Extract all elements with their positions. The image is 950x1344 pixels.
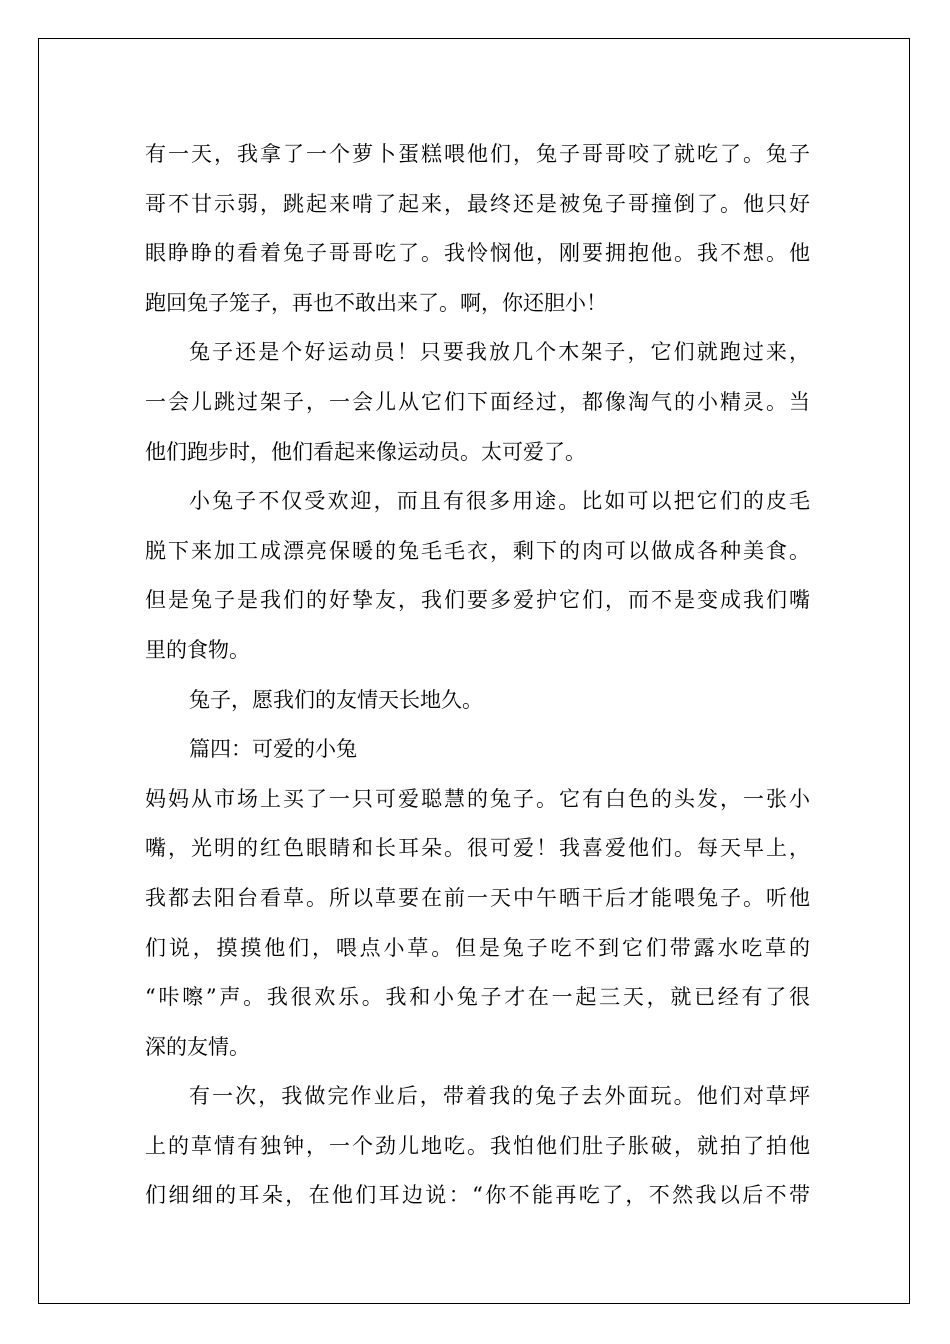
text-line: 上的草情有独钟，一个劲儿地吃。我怕他们肚子胀破，就拍了拍他 — [145, 1133, 810, 1158]
text-line: “咔嚓”声。我很欢乐。我和小兔子才在一起三天，就已经有了很 — [145, 985, 810, 1010]
text-line: 我都去阳台看草。所以草要在前一天中午晒干后才能喂兔子。听他 — [145, 885, 810, 910]
text-line: 但是兔子是我们的好挚友，我们要多爱护它们，而不是变成我们嘴 — [145, 588, 810, 613]
text-line: 里的食物。 — [145, 637, 250, 662]
text-line: 小兔子不仅受欢迎，而且有很多用途。比如可以把它们的皮毛 — [189, 489, 810, 514]
section-heading: 篇四：可爱的小兔 — [189, 737, 357, 762]
text-line: 有一天，我拿了一个萝卜蛋糕喂他们，兔子哥哥咬了就吃了。兔子 — [145, 142, 810, 166]
document-body — [145, 130, 810, 1221]
text-line: 嘴，光明的红色眼睛和长耳朵。很可爱！我喜爱他们。每天早上， — [145, 836, 810, 861]
text-line: 他们跑步时，他们看起来像运动员。太可爱了。 — [145, 439, 586, 464]
text-line: 脱下来加工成漂亮保暖的兔毛毛衣，剩下的肉可以做成各种美食。 — [145, 538, 810, 563]
text-line: 兔子还是个好运动员！只要我放几个木架子，它们就跑过来， — [189, 340, 810, 365]
text-line: 妈妈从市场上买了一只可爱聪慧的兔子。它有白色的头发，一张小 — [145, 786, 810, 811]
text-line: 一会儿跳过架子，一会儿从它们下面经过，都像淘气的小精灵。当 — [145, 389, 810, 414]
text-line: 深的友情。 — [145, 1034, 250, 1059]
text-line: 眼睁睁的看着兔子哥哥吃了。我怜悯他，刚要拥抱他。我不想。他 — [145, 241, 810, 266]
text-line: 有一次，我做完作业后，带着我的兔子去外面玩。他们对草坪 — [189, 1084, 810, 1109]
text-line: 跑回兔子笼子，再也不敢出来了。啊，你还胆小！ — [145, 290, 607, 315]
text-line: 们细细的耳朵，在他们耳边说：“你不能再吃了，不然我以后不带 — [145, 1183, 810, 1208]
text-line: 哥不甘示弱，跳起来啃了起来，最终还是被兔子哥撞倒了。他只好 — [145, 191, 810, 216]
text-line: 兔子，愿我们的友情天长地久。 — [189, 687, 483, 712]
text-line: 们说，摸摸他们，喂点小草。但是兔子吃不到它们带露水吃草的 — [145, 935, 810, 960]
